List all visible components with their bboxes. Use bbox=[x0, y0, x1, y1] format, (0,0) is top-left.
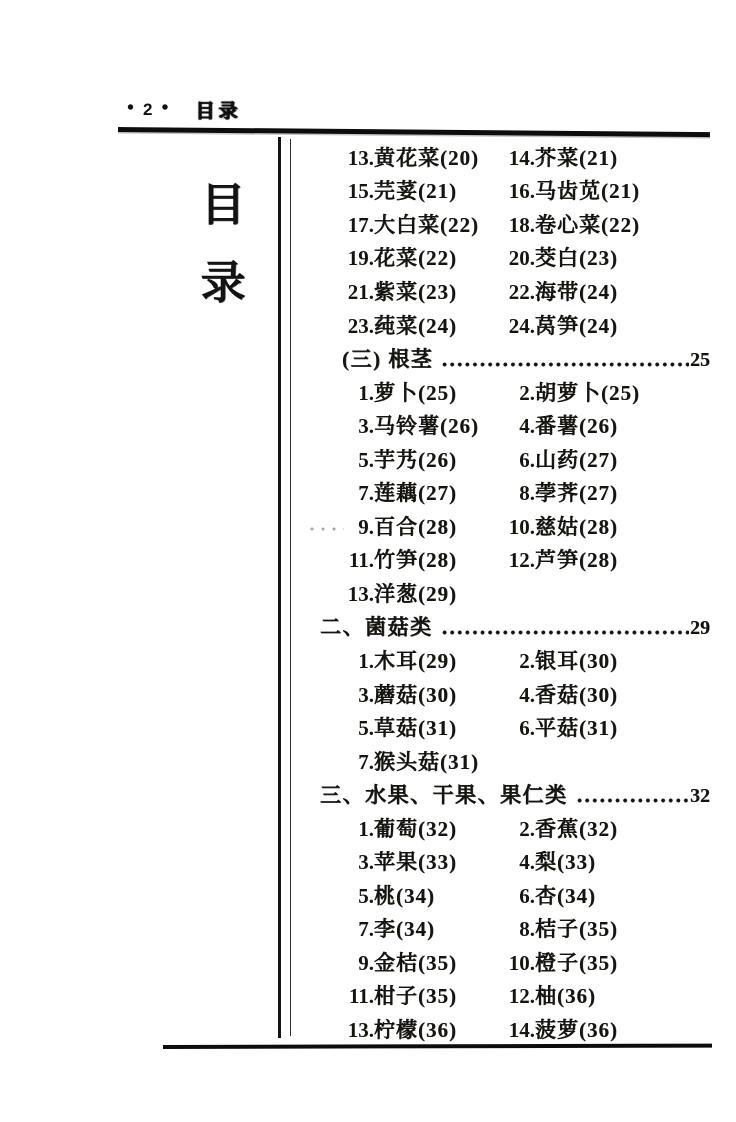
toc-item-row bbox=[302, 979, 710, 1013]
header-section-title: 目录 bbox=[195, 101, 242, 122]
toc-entry-number: 1. bbox=[358, 380, 374, 405]
toc-entry-title: 荸荠(27) bbox=[535, 481, 618, 506]
toc-entry-number: 1. bbox=[358, 816, 374, 841]
toc-entry bbox=[507, 477, 618, 507]
toc-item-row bbox=[302, 475, 710, 509]
toc-entry bbox=[336, 813, 507, 843]
toc-entry-number: 3. bbox=[358, 414, 374, 439]
toc-entry-title: 芫荽(21) bbox=[374, 179, 457, 204]
toc-entry-number: 20. bbox=[508, 246, 535, 271]
toc-item-row bbox=[302, 543, 710, 577]
toc-entry bbox=[507, 880, 596, 910]
toc-entry bbox=[507, 142, 618, 172]
toc-entry-number: 6. bbox=[519, 447, 535, 472]
toc-entry-number: 10. bbox=[508, 514, 535, 539]
toc-entry-number: 14. bbox=[508, 1017, 535, 1042]
toc-heading-row bbox=[302, 777, 710, 811]
header-page-number: 2 bbox=[143, 99, 153, 119]
toc-entry-title: 木耳(29) bbox=[374, 648, 457, 673]
toc-entry bbox=[336, 410, 507, 440]
toc-entry bbox=[336, 444, 507, 474]
toc-entry bbox=[336, 276, 507, 306]
toc-entry-title: 大白菜(22) bbox=[374, 212, 479, 237]
toc-entry bbox=[336, 578, 507, 608]
toc-entry-number: 9. bbox=[358, 514, 374, 539]
toc-entry bbox=[507, 276, 618, 306]
toc-heading-row bbox=[302, 341, 710, 375]
toc-entry bbox=[507, 310, 618, 340]
toc-heading-row bbox=[302, 610, 710, 644]
toc-entry-number: 14. bbox=[508, 145, 535, 170]
toc-entry bbox=[336, 947, 507, 977]
toc-entry-title: 柑子(35) bbox=[374, 984, 457, 1009]
toc-heading-label: 二、菌菇类 bbox=[320, 615, 433, 640]
toc-title-char-1: 目 bbox=[200, 180, 246, 230]
toc-entry bbox=[507, 913, 618, 943]
toc-item-row bbox=[302, 811, 710, 845]
toc-entry-title: 莼菜(24) bbox=[374, 313, 457, 338]
toc-item-row bbox=[302, 241, 710, 275]
toc-entry-number: 13. bbox=[347, 145, 374, 170]
toc-item-row bbox=[302, 677, 710, 711]
toc-entry bbox=[507, 209, 640, 239]
toc-entry-title: 紫菜(23) bbox=[374, 279, 457, 304]
scan-artifact bbox=[310, 527, 344, 532]
toc-entry-number: 7. bbox=[358, 481, 374, 506]
toc-item-row bbox=[302, 408, 710, 442]
toc-item-row bbox=[302, 174, 710, 208]
toc-entry-number: 13. bbox=[347, 1017, 374, 1042]
toc-entry bbox=[507, 175, 640, 205]
toc-heading-page-number: 29 bbox=[690, 616, 710, 639]
toc-entry-title: 草菇(31) bbox=[374, 716, 457, 741]
toc-item-row bbox=[302, 308, 710, 342]
toc-entry bbox=[336, 679, 507, 709]
toc-entry bbox=[507, 242, 618, 272]
toc-entry-title: 银耳(30) bbox=[535, 648, 618, 673]
top-rule bbox=[118, 127, 710, 137]
toc-entry bbox=[336, 913, 507, 943]
toc-entry-title: 竹笋(28) bbox=[374, 548, 457, 573]
dotted-leader bbox=[442, 630, 690, 635]
toc-entry-title: 杏(34) bbox=[535, 883, 596, 908]
toc-item-row bbox=[302, 274, 710, 308]
toc-entry-number: 6. bbox=[519, 716, 535, 741]
toc-entry-number: 23. bbox=[347, 313, 374, 338]
toc-entry bbox=[507, 712, 618, 742]
toc-entry-number: 11. bbox=[348, 548, 374, 573]
toc-entry-title: 柠檬(36) bbox=[374, 1017, 457, 1042]
toc-item-row bbox=[302, 442, 710, 476]
toc-entry-title: 茭白(23) bbox=[535, 246, 618, 271]
toc-entry-title: 胡萝卜(25) bbox=[535, 380, 640, 405]
toc-entry-title: 蘑菇(30) bbox=[374, 682, 457, 707]
toc-entry-title: 洋葱(29) bbox=[374, 581, 457, 606]
toc-title-vertical bbox=[196, 181, 250, 307]
toc-entry bbox=[336, 477, 507, 507]
toc-entry-title: 莴笋(24) bbox=[535, 313, 618, 338]
toc-entry-number: 4. bbox=[519, 850, 535, 875]
toc-entry bbox=[507, 679, 618, 709]
toc-entry bbox=[336, 846, 507, 876]
toc-entry-title: 山药(27) bbox=[535, 447, 618, 472]
toc-entry-number: 18. bbox=[508, 212, 535, 237]
toc-entry bbox=[507, 846, 596, 876]
toc-entry-title: 菠萝(36) bbox=[535, 1017, 618, 1042]
toc-entry-number: 3. bbox=[358, 682, 374, 707]
divider-line-thick bbox=[278, 137, 281, 1038]
toc-entry-number: 2. bbox=[519, 380, 535, 405]
toc-entry bbox=[507, 947, 618, 977]
toc-entry bbox=[507, 410, 618, 440]
toc-entry-number: 11. bbox=[348, 984, 374, 1009]
toc-entry bbox=[336, 746, 507, 776]
toc-entry-title: 香菇(30) bbox=[535, 682, 618, 707]
toc-entry-number: 13. bbox=[347, 581, 374, 606]
toc-entry bbox=[507, 544, 618, 574]
toc-entry-title: 花菜(22) bbox=[374, 246, 457, 271]
toc-entry bbox=[336, 880, 507, 910]
toc-item-row bbox=[302, 878, 710, 912]
toc-entry-title: 莲藕(27) bbox=[374, 481, 457, 506]
toc-entry-number: 12. bbox=[508, 984, 535, 1009]
toc-entry-number: 24. bbox=[508, 313, 535, 338]
toc-entry-title: 桔子(35) bbox=[535, 917, 618, 942]
divider-line-thin bbox=[290, 139, 292, 1036]
toc-entry-title: 金桔(35) bbox=[374, 950, 457, 975]
toc-heading-page-number: 32 bbox=[690, 784, 710, 807]
toc-entry-number: 5. bbox=[358, 883, 374, 908]
toc-entry-title: 香蕉(32) bbox=[535, 816, 618, 841]
toc-entry-number: 2. bbox=[519, 648, 535, 673]
toc-entry bbox=[507, 377, 640, 407]
toc-entry bbox=[336, 712, 507, 742]
toc-title-char-2: 录 bbox=[200, 258, 246, 308]
toc-entry-number: 22. bbox=[508, 279, 535, 304]
toc-entry-title: 猴头菇(31) bbox=[374, 749, 479, 774]
toc-entry bbox=[336, 242, 507, 272]
toc-item-row bbox=[302, 710, 710, 744]
toc-entry-title: 百合(28) bbox=[374, 514, 457, 539]
toc-entry-number: 5. bbox=[358, 447, 374, 472]
toc-entry-title: 马铃薯(26) bbox=[374, 414, 479, 439]
toc-lines bbox=[302, 140, 710, 1046]
toc-item-row bbox=[302, 912, 710, 946]
toc-entry-number: 6. bbox=[519, 883, 535, 908]
toc-heading-page-number: 25 bbox=[690, 348, 710, 371]
toc-entry bbox=[507, 511, 618, 541]
toc-entry-title: 芋艿(26) bbox=[374, 447, 457, 472]
toc-entry-title: 梨(33) bbox=[535, 850, 596, 875]
toc-entry-title: 李(34) bbox=[374, 917, 435, 942]
dotted-leader bbox=[442, 362, 689, 367]
toc-entry-title: 萝卜(25) bbox=[374, 380, 457, 405]
toc-entry bbox=[507, 645, 618, 675]
toc-entry-number: 21. bbox=[347, 279, 374, 304]
toc-entry-title: 海带(24) bbox=[535, 279, 618, 304]
toc-entry-title: 番薯(26) bbox=[535, 414, 618, 439]
toc-entry bbox=[336, 310, 507, 340]
toc-entry-number: 7. bbox=[358, 749, 374, 774]
toc-entry-title: 马齿苋(21) bbox=[535, 179, 640, 204]
toc-entry bbox=[507, 980, 596, 1010]
toc-entry bbox=[336, 544, 507, 574]
toc-entry-number: 10. bbox=[508, 950, 535, 975]
toc-entry-number: 3. bbox=[358, 850, 374, 875]
toc-entry-number: 5. bbox=[358, 716, 374, 741]
toc-entry bbox=[336, 175, 507, 205]
toc-item-row bbox=[302, 375, 710, 409]
toc-entry bbox=[336, 377, 507, 407]
toc-entry-number: 1. bbox=[358, 648, 374, 673]
toc-entry bbox=[336, 511, 507, 541]
toc-entry-number: 8. bbox=[519, 481, 535, 506]
toc-item-row bbox=[302, 140, 710, 174]
running-header bbox=[127, 96, 242, 123]
toc-entry bbox=[336, 645, 507, 675]
toc-entry-number: 16. bbox=[508, 179, 535, 204]
toc-entry-title: 黄花菜(20) bbox=[374, 145, 479, 170]
toc-entry-number: 12. bbox=[508, 548, 535, 573]
toc-entry-title: 芥菜(21) bbox=[535, 145, 618, 170]
toc-entry-title: 卷心菜(22) bbox=[535, 212, 640, 237]
toc-entry-number: 4. bbox=[519, 682, 535, 707]
toc-item-row bbox=[302, 207, 710, 241]
toc-entry-number: 19. bbox=[347, 246, 374, 271]
toc-entry-number: 4. bbox=[519, 414, 535, 439]
toc-entry bbox=[336, 209, 507, 239]
toc-entry-number: 2. bbox=[519, 816, 535, 841]
toc-entry-number: 15. bbox=[347, 179, 374, 204]
toc-entry bbox=[507, 1014, 618, 1044]
toc-entry bbox=[507, 444, 618, 474]
toc-entry-title: 柚(36) bbox=[535, 984, 596, 1009]
toc-entry bbox=[336, 980, 507, 1010]
toc-entry-title: 葡萄(32) bbox=[374, 816, 457, 841]
header-bullet-left-icon: • bbox=[127, 96, 135, 119]
dotted-leader bbox=[577, 798, 690, 803]
toc-item-row bbox=[302, 945, 710, 979]
toc-entry-title: 桃(34) bbox=[374, 883, 435, 908]
toc-entry-number: 8. bbox=[519, 917, 535, 942]
toc-entry-title: 慈姑(28) bbox=[535, 514, 618, 539]
toc-heading-label: 三、水果、干果、果仁类 bbox=[320, 783, 568, 808]
toc-item-row bbox=[302, 576, 710, 610]
toc-entry bbox=[507, 813, 618, 843]
toc-item-row bbox=[302, 643, 710, 677]
toc-item-row bbox=[302, 1012, 710, 1046]
toc-item-row bbox=[302, 844, 710, 878]
toc-entry bbox=[336, 142, 507, 172]
toc-entry-title: 苹果(33) bbox=[374, 850, 457, 875]
toc-entry-number: 7. bbox=[358, 917, 374, 942]
toc-entry-title: 橙子(35) bbox=[535, 950, 618, 975]
toc-entry-number: 17. bbox=[347, 212, 374, 237]
toc-entry-title: 芦笋(28) bbox=[535, 548, 618, 573]
toc-entry-number: 9. bbox=[358, 950, 374, 975]
toc-entry bbox=[336, 1014, 507, 1044]
toc-item-row bbox=[302, 509, 710, 543]
toc-heading-label: (三) 根茎 bbox=[342, 347, 434, 372]
toc-entry-title: 平菇(31) bbox=[535, 716, 618, 741]
header-bullet-right-icon: • bbox=[161, 96, 169, 119]
bottom-rule bbox=[163, 1044, 712, 1049]
toc-item-row bbox=[302, 744, 710, 778]
